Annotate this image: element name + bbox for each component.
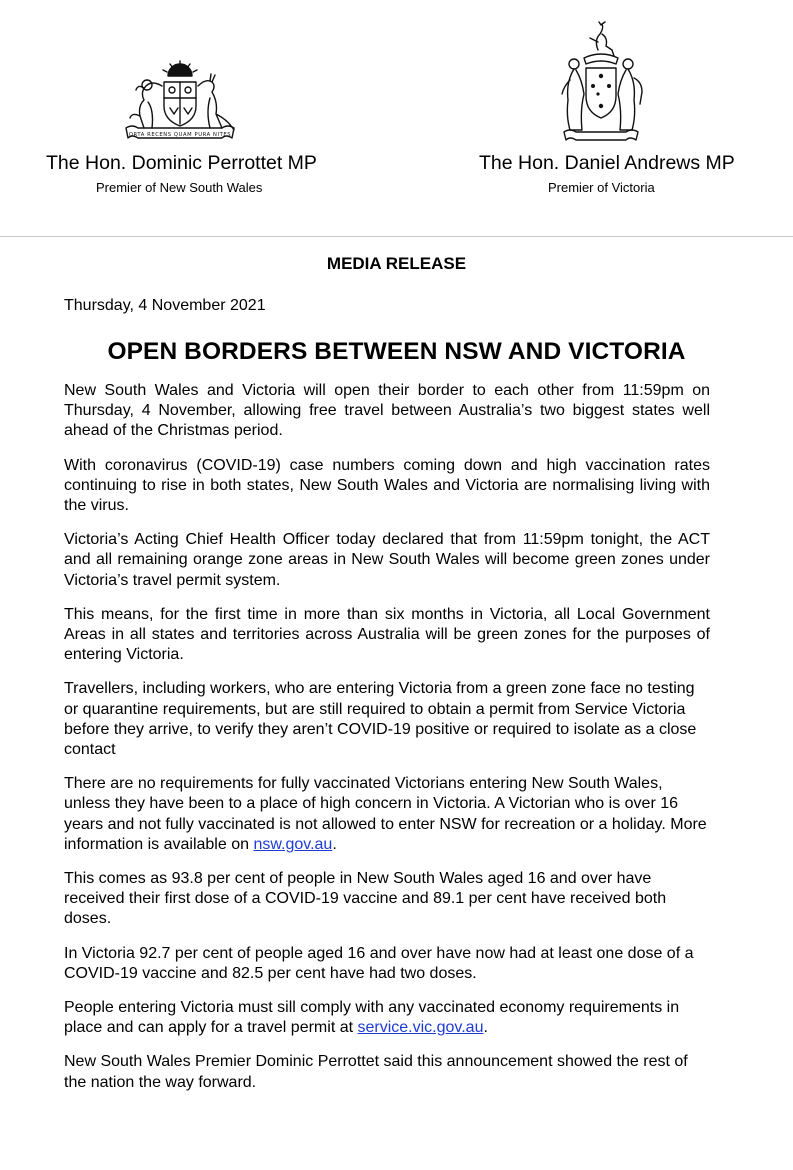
paragraph-9-end: . <box>483 1019 488 1037</box>
svg-text:ORTA RECENS QUAM PURA NITES: ORTA RECENS QUAM PURA NITES <box>128 132 232 138</box>
paragraph-6-end: . <box>332 835 337 853</box>
paragraph-10: New South Wales Premier Dominic Perrottet said this announcement showed the rest of the nation the way forward. <box>64 1053 688 1091</box>
paragraph-1: New South Wales and Victoria will open their border to each other from 11:59pm on Thursday, 4 November, allowing free travel between Australia’s two biggest states well ahead of the Christmas period. <box>64 382 710 440</box>
nsw-premier-title: Premier of New South Wales <box>96 180 263 195</box>
nsw-premier-name: The Hon. Dominic Perrottet MP <box>46 152 317 174</box>
vic-premier-title: Premier of Victoria <box>548 180 655 195</box>
paragraph-7: This comes as 93.8 per cent of people in New South Wales aged 16 and over have received their first dose of a COVID-19 vaccine and 89.1 per cent have received both doses. <box>64 870 667 928</box>
release-body <box>64 381 710 1107</box>
paragraph-4: This means, for the first time in more than six months in Victoria, all Local Government Areas in all states and territories across Australia will be green zones for the purposes of entering Victoria. <box>64 605 710 664</box>
release-date: Thursday, 4 November 2021 <box>64 297 266 314</box>
paragraph-3: Victoria’s Acting Chief Health Officer today declared that from 11:59pm tonight, the ACT and all remaining orange zone areas in New South Wales will become green zones under Victoria’s travel permit system. <box>64 531 710 589</box>
paragraph-5: Travellers, including workers, who are entering Victoria from a green zone face no testing or quarantine requirements, but are still required to obtain a permit from Service Victoria before they arrive, to verify they aren’t COVID-19 positive or required to isolate as a close contact <box>64 680 697 759</box>
header-divider <box>0 236 793 237</box>
service-vic-link[interactable]: service.vic.gov.au <box>357 1019 484 1037</box>
paragraph-9-text: People entering Victoria must sill comply with any vaccinated economy requirements in place and can apply for a travel permit at <box>64 999 680 1037</box>
media-release-label: MEDIA RELEASE <box>326 254 467 273</box>
paragraph-9 <box>64 998 710 1038</box>
paragraph-2: With coronavirus (COVID-19) case numbers coming down and high vaccination rates continuing to rise in both states, New South Wales and Victoria are normalising living with the virus. <box>64 456 710 515</box>
paragraph-8: In Victoria 92.7 per cent of people aged 16 and over have now had at least one dose of a COVID-19 vaccine and 82.5 per cent have had two doses. <box>64 944 694 982</box>
headline: OPEN BORDERS BETWEEN NSW AND VICTORIA <box>107 338 686 365</box>
nsw-gov-link[interactable]: nsw.gov.au <box>253 835 333 853</box>
vic-premier-name: The Hon. Daniel Andrews MP <box>479 152 735 174</box>
paragraph-6 <box>64 774 710 855</box>
nsw-coat-of-arms-icon <box>118 58 242 146</box>
victoria-coat-of-arms-icon <box>554 20 648 146</box>
paragraph-6-text: There are no requirements for fully vaccinated Victorians entering New South Wales, unless they have been to a place of high concern in Victoria. A Victorian who is over 16 years and not fully vaccinated is not allowed to enter NSW for recreation or a holiday. More information is available on <box>64 775 707 853</box>
